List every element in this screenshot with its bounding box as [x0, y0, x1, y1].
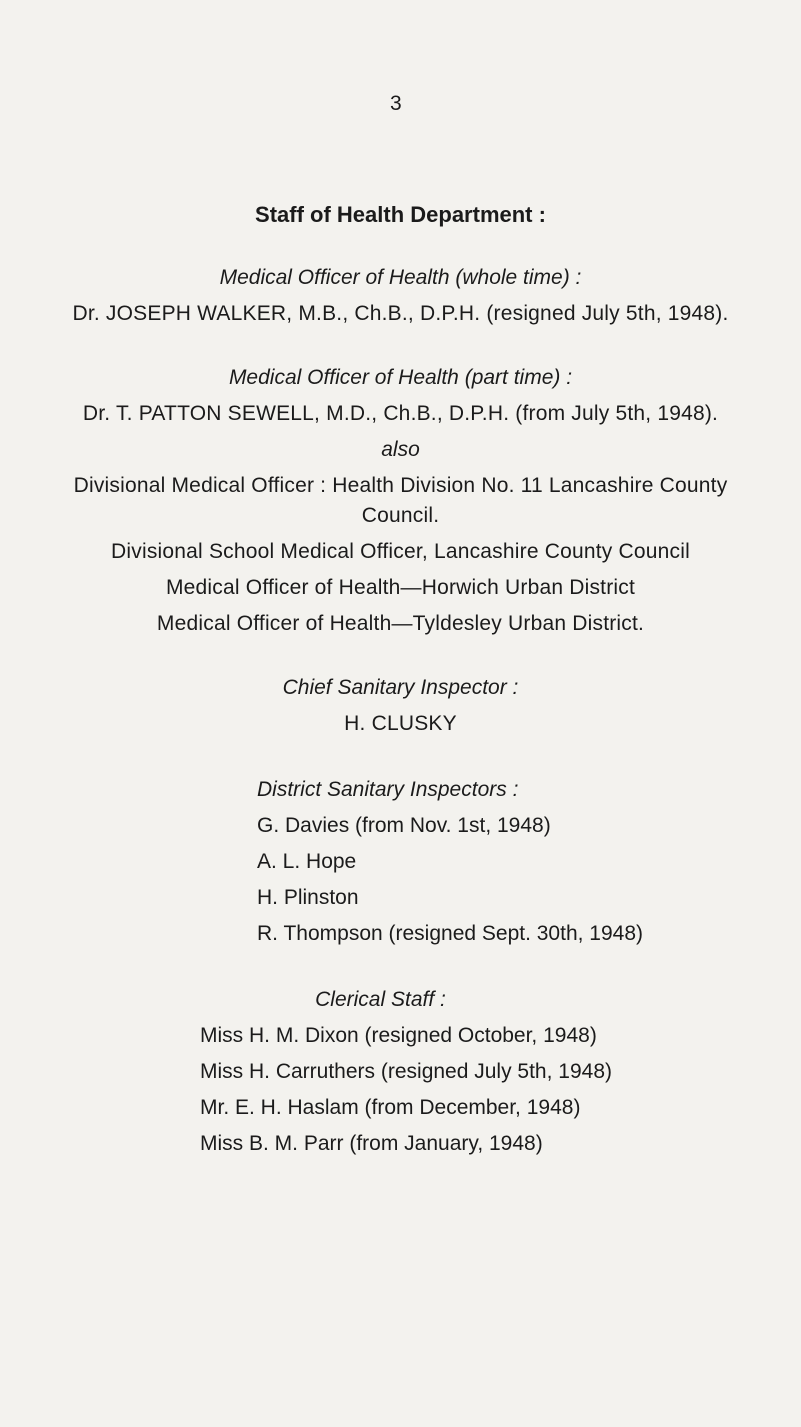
list-item: Mr. E. H. Haslam (from December, 1948): [200, 1096, 581, 1119]
list-item: Miss B. M. Parr (from January, 1948): [200, 1132, 543, 1155]
list-item: R. Thompson (resigned Sept. 30th, 1948): [257, 922, 644, 945]
also-text: also: [381, 438, 420, 461]
role-line: Divisional School Medical Officer, Lancashire County Council: [111, 540, 690, 563]
moh-part-heading: Medical Officer of Health (part time) :: [228, 366, 573, 389]
role-line: Medical Officer of Health—Tyldesley Urban District.: [156, 612, 645, 635]
role-line: Medical Officer of Health—Horwich Urban District: [165, 576, 636, 599]
list-item: Miss H. M. Dixon (resigned October, 1948): [200, 1024, 597, 1047]
clerical-heading: Clerical Staff :: [315, 988, 446, 1011]
page-title: Staff of Health Department :: [255, 202, 546, 227]
list-item: G. Davies (from Nov. 1st, 1948): [257, 814, 551, 837]
list-item: H. Plinston: [257, 886, 359, 909]
page-number: 3: [390, 92, 402, 115]
list-item: Miss H. Carruthers (resigned July 5th, 1948): [200, 1060, 612, 1083]
role-line: Divisional Medical Officer : Health Division No. 11 Lancashire County: [73, 474, 728, 497]
list-item: A. L. Hope: [257, 850, 357, 873]
chief-inspector-name: H. CLUSKY: [344, 712, 457, 735]
role-line: Council.: [361, 504, 440, 527]
chief-inspector-heading: Chief Sanitary Inspector :: [282, 676, 519, 699]
moh-whole-heading: Medical Officer of Health (whole time) :: [219, 266, 582, 289]
district-inspectors-heading: District Sanitary Inspectors :: [257, 778, 519, 801]
moh-whole-line: Dr. JOSEPH WALKER, M.B., Ch.B., D.P.H. (resigned July 5th, 1948).: [72, 302, 729, 325]
moh-part-line: Dr. T. PATTON SEWELL, M.D., Ch.B., D.P.H. (from July 5th, 1948).: [82, 402, 719, 425]
